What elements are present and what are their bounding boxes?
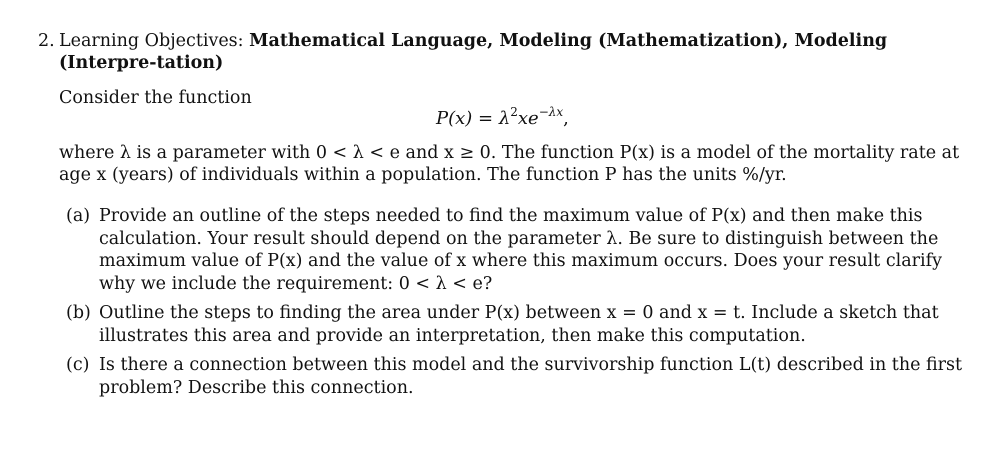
description-paragraph: where λ is a parameter with 0 < λ < e and x ≥ 0. The function P(x) is a model of the mortality rate at age x (years) of individuals within a population. The function P has the units %/yr.: [59, 143, 960, 185]
intro-text: Consider the function: [59, 88, 252, 108]
part-a-text: Provide an outline of the steps needed to find the maximum value of P(x) and then make this calculation. Your result should depend on the parameter λ. Be sure to distinguish between the maximum value of P(x) and the value of x where this maximum occurs. Does your result clarify why we include the requirement: 0 < λ < e?: [99, 206, 943, 294]
equation-exponent-2: −λx: [538, 105, 564, 119]
problem-number: 2.: [38, 31, 55, 51]
problem-header: [38, 30, 978, 74]
objectives-items: Mathematical Language, Modeling (Mathematization), Modeling (Interpre-tation): [59, 31, 888, 73]
part-c-label: (c): [66, 355, 90, 375]
learning-objectives: [59, 30, 978, 74]
part-c: [66, 354, 966, 399]
part-b: [66, 302, 966, 347]
equation-exponent-1: 2: [510, 105, 518, 119]
function-equation: [436, 107, 569, 131]
part-c-text: Is there a connection between this model and the survivorship function L(t) described in the first problem? Describe this connection.: [99, 355, 963, 398]
equation-mid: xe: [517, 108, 539, 129]
part-a: [66, 205, 966, 295]
equation-end: ,: [563, 108, 569, 129]
part-a-label: (a): [66, 206, 91, 226]
equation-lhs: P(x) = λ: [436, 108, 511, 129]
objectives-label: Learning Objectives:: [59, 31, 244, 51]
part-b-text: Outline the steps to finding the area under P(x) between x = 0 and x = t. Include a sketch that illustrates this area and provide an interpretation, then make this computation.: [99, 303, 939, 346]
part-b-label: (b): [66, 303, 91, 323]
